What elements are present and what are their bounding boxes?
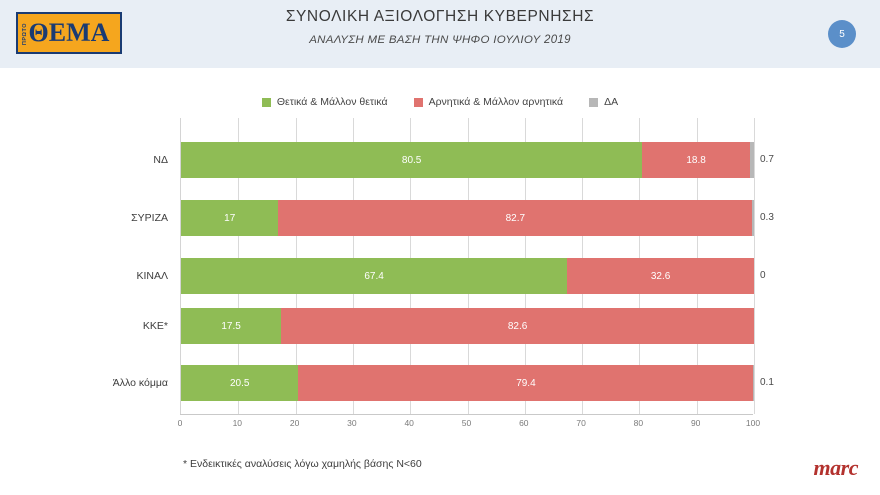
agency-logo: marc — [813, 455, 858, 480]
bar-row — [181, 258, 766, 294]
legend-label: ΔΑ — [604, 96, 619, 108]
x-tick-label: 50 — [461, 418, 472, 428]
x-tick-label: 80 — [633, 418, 644, 428]
page-subtitle: ΑΝΑΛΥΣΗ ΜΕ ΒΑΣΗ ΤΗΝ ΨΗΦΟ ΙΟΥΛΙΟΥ 2019 — [309, 34, 571, 46]
x-axis-line — [180, 414, 753, 415]
publication-logo — [16, 12, 122, 54]
x-tick-label: 0 — [177, 418, 183, 428]
bar-value-label: 82.6 — [507, 320, 528, 332]
bar-value-label-outside: 0.1 — [760, 377, 774, 388]
x-tick-label: 90 — [690, 418, 701, 428]
bar-row — [181, 200, 774, 236]
title-block — [160, 8, 720, 46]
category-label: ΣΥΡΙΖΑ — [131, 212, 168, 224]
bar-value-label: 67.4 — [364, 270, 384, 282]
logo-subtitle: ΠΡΩΤΟ — [22, 23, 28, 46]
bar-value-label: 82.7 — [505, 212, 526, 224]
bar-segment — [298, 365, 753, 401]
x-tick-label: 60 — [519, 418, 529, 428]
chart-legend — [0, 96, 880, 108]
bar-segment — [181, 308, 281, 344]
bar-value-label: 20.5 — [229, 377, 250, 389]
legend-swatch-icon — [262, 98, 271, 107]
logo-title: ΘΕΜΑ — [28, 18, 110, 47]
bar-segment — [752, 200, 754, 236]
x-tick-label: 30 — [347, 418, 357, 428]
bar-value-label: 80.5 — [401, 154, 422, 166]
gridline — [754, 118, 755, 414]
category-label: ΚΚΕ* — [142, 320, 168, 332]
bar-segment — [281, 308, 754, 344]
category-label: Άλλο κόμμα — [112, 377, 168, 389]
plot-area — [180, 118, 774, 414]
category-label: ΝΔ — [153, 154, 168, 166]
x-tick-label: 10 — [232, 418, 243, 428]
footnote: * Ενδεικτικές αναλύσεις λόγω χαμηλής βάσης Ν<60 — [183, 458, 422, 470]
bar-value-label-outside: 0.3 — [760, 212, 774, 223]
bar-segment — [567, 258, 754, 294]
page-header — [0, 0, 880, 68]
x-tick-label: 100 — [745, 418, 761, 428]
bar-value-label-outside: 0.7 — [760, 154, 774, 165]
legend-label: Θετικά & Μάλλον θετικά — [276, 96, 388, 108]
legend-label: Αρνητικά & Μάλλον αρνητικά — [428, 96, 564, 108]
bar-row — [181, 365, 774, 401]
chart-area — [0, 118, 880, 418]
x-tick-label: 70 — [576, 418, 586, 428]
bar-segment — [181, 258, 567, 294]
page-number-badge: 5 — [828, 20, 856, 48]
x-tick-label: 40 — [404, 418, 414, 428]
bar-value-label: 17.5 — [221, 320, 241, 332]
bar-value-label: 32.6 — [650, 270, 671, 282]
bar-value-label: 17 — [224, 212, 236, 224]
bar-segment — [181, 365, 298, 401]
bar-segment — [753, 365, 754, 401]
bar-segment — [181, 142, 642, 178]
bar-segment — [750, 142, 754, 178]
bar-segment — [642, 142, 750, 178]
legend-item — [262, 96, 388, 108]
bar-value-label: 18.8 — [686, 154, 706, 166]
legend-item — [589, 96, 618, 108]
category-labels — [0, 118, 168, 414]
bar-segment — [278, 200, 752, 236]
legend-swatch-icon — [589, 98, 598, 107]
bar-segment — [181, 200, 278, 236]
bar-row — [181, 308, 754, 344]
legend-swatch-icon — [414, 98, 423, 107]
x-tick-label: 20 — [289, 418, 300, 428]
category-label: ΚΙΝΑΛ — [136, 270, 168, 282]
bar-value-label-outside: 0 — [760, 270, 766, 281]
bar-value-label: 79.4 — [516, 377, 536, 389]
bar-row — [181, 142, 774, 178]
page-title: ΣΥΝΟΛΙΚΗ ΑΞΙΟΛΟΓΗΣΗ ΚΥΒΕΡΝΗΣΗΣ — [285, 8, 595, 25]
legend-item — [414, 96, 564, 108]
